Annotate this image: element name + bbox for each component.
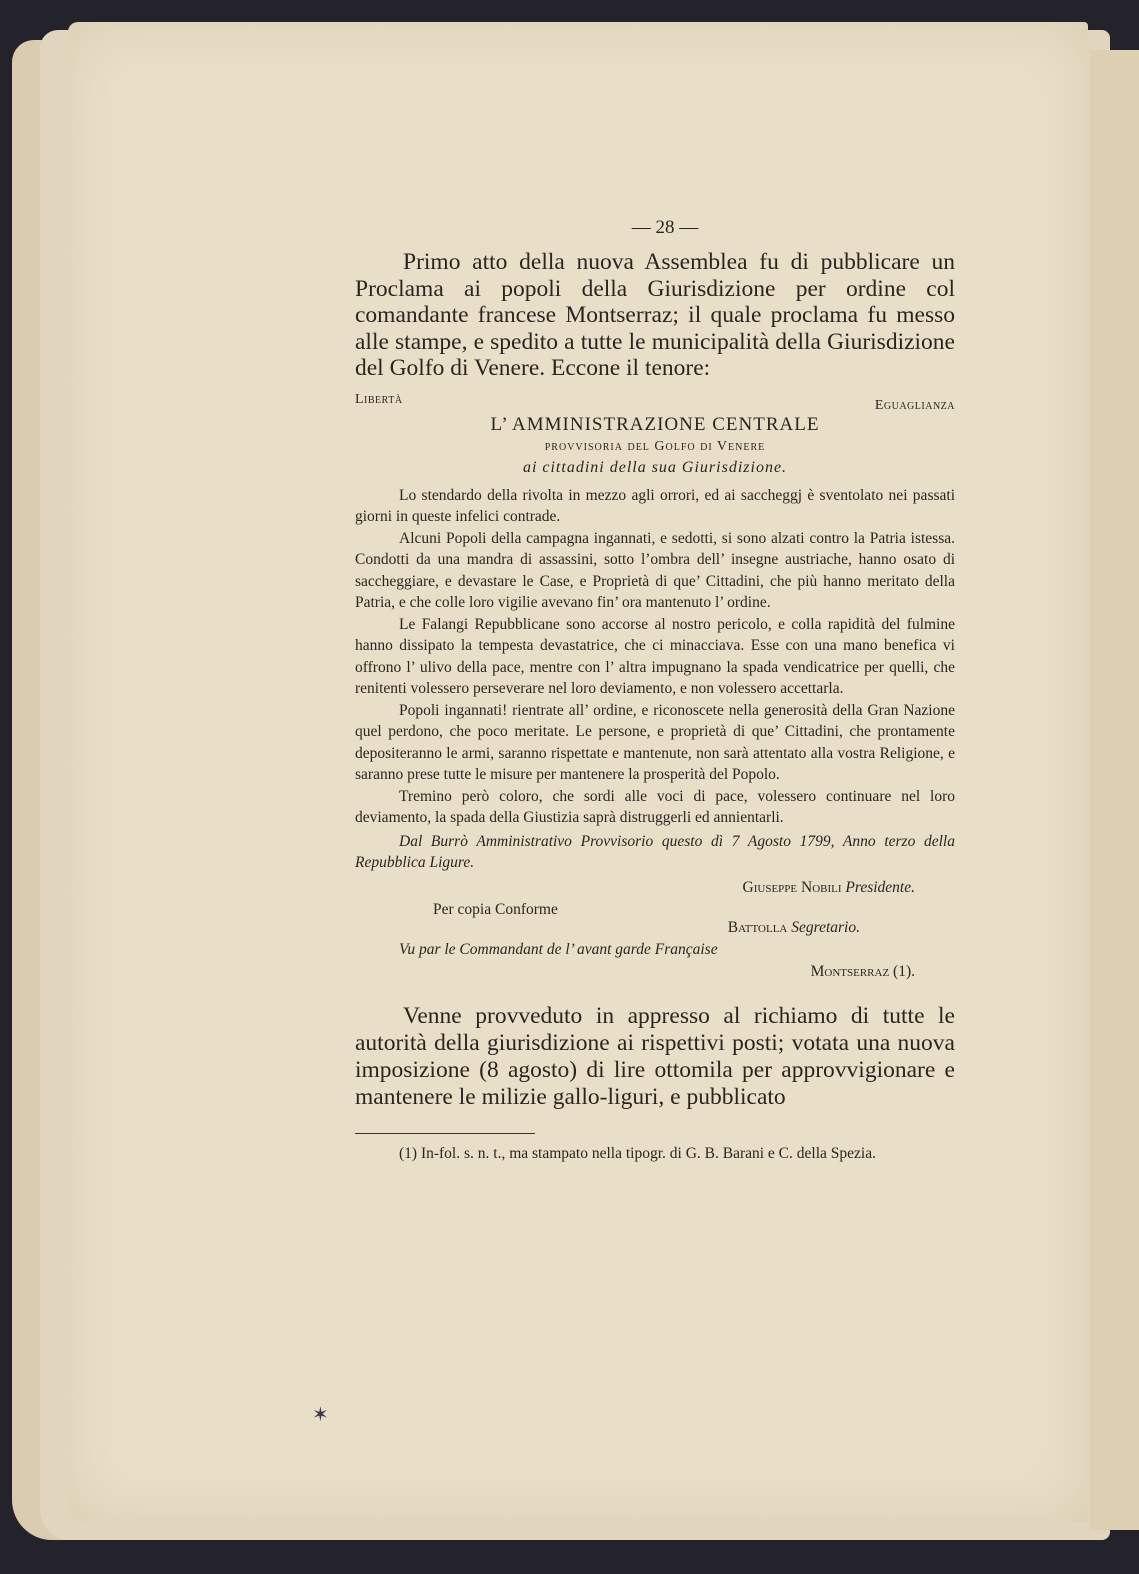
commander-signature: Montserraz (1).	[810, 962, 915, 980]
proclamation-subheading: provvisoria del Golfo di Venere	[544, 438, 766, 454]
signature-block	[355, 879, 955, 989]
footnote-rule	[355, 1133, 535, 1134]
proclamation	[355, 392, 955, 989]
intro-paragraph: Primo atto della nuova Assemblea fu di pubblicare un Proclama ai popoli della Giurisdizione per ordine col comandante francese Montserraz; il quale proclama fu messo alle stampe, e spedito a tutte le municipalità della Giurisdizione del Golfo di Venere. Eccone il tenore:	[355, 249, 955, 381]
commander-note: Vu par le Commandant de l’ avant garde Française	[399, 940, 718, 958]
page-content	[355, 217, 955, 1164]
motto-row	[355, 392, 955, 412]
proclamation-paragraph: Alcuni Popoli della campagna ingannati, e sedotti, si sono alzati contro la Patria istessa. Condotti da una mandra di assassini, sotto l’ombra dell’ insegne austriache, hanno osato di saccheggiare, e devastare le Case, e Proprietà di que’ Cittadini, che più hanno meritato della Patria, e che colle loro vigilie avevano fin’ ora mantenuto l’ ordine.	[355, 529, 955, 611]
secretary-title: Segretario.	[791, 918, 860, 936]
proclamation-paragraph: Tremino però coloro, che sordi alle voci di pace, volessero continuare nel loro deviamento, la spada della Giustizia saprà distruggerli ed annientarli.	[355, 787, 955, 826]
president-title: Presidente.	[845, 878, 915, 896]
president-signature	[743, 879, 915, 897]
president-name: Giuseppe Nobili	[742, 878, 842, 896]
secretary-signature	[728, 919, 860, 937]
next-page-edge	[1090, 50, 1139, 1530]
proclamation-body	[355, 485, 955, 829]
continuation-paragraph: Venne provveduto in appresso al richiamo di tutte le autorità della giurisdizione ai rispettivi posti; votata una nuova imposizione (8 agosto) di lire ottomila per approvvigionare e mantenere le milizie gallo-liguri, e pubblicato	[355, 1002, 955, 1110]
secretary-name: Battolla	[727, 918, 788, 936]
proclamation-paragraph: Le Falangi Repubblicane sono accorse al nostro pericolo, e colla rapidità del fulmine hanno dissipato la tempesta devastatrice, che ci minacciava. Esse con una mano benefica vi offrono l’ ulivo della pace, mentre con l’ altra impugnano la spada vendicatrice per quelli, che renitenti volessero perseverare nel loro deviamento, e non volessero accettarla.	[355, 615, 955, 697]
proclamation-heading: L’ AMMINISTRAZIONE CENTRALE	[490, 413, 820, 435]
proclamation-paragraph: Popoli ingannati! rientrate all’ ordine, e riconoscete nella generosità della Gran Nazione quel perdono, che poco meritate. Le persone, e proprietà di que’ Cittadini, che prontamente depositeranno le armi, saranno rispettate e mantenute, non sarà attentato alla vostra Religione, e saranno prese tutte le misure per mantenere la prosperità del Popolo.	[355, 701, 955, 783]
motto-left: Libertà	[355, 391, 403, 407]
proclamation-paragraph: Lo stendardo della rivolta in mezzo agli orrori, ed ai saccheggj è sventolato nei passati giorni in queste infelici contrade.	[355, 486, 955, 525]
motto-right: Eguaglianza	[874, 397, 955, 413]
proclamation-dateline: Dal Burrò Amministrativo Provvisorio questo dì 7 Agosto 1799, Anno terzo della Repubblica Ligure.	[355, 832, 955, 871]
copy-note: Per copia Conforme	[433, 900, 558, 918]
footnote: (1) In-fol. s. n. t., ma stampato nella tipogr. di G. B. Barani e C. della Spezia.	[399, 1144, 876, 1162]
page-number: — 28 —	[631, 217, 699, 238]
proclamation-addressee: ai cittadini della sua Giurisdizione.	[522, 458, 788, 476]
ink-mark-icon: ✶	[312, 1404, 329, 1426]
